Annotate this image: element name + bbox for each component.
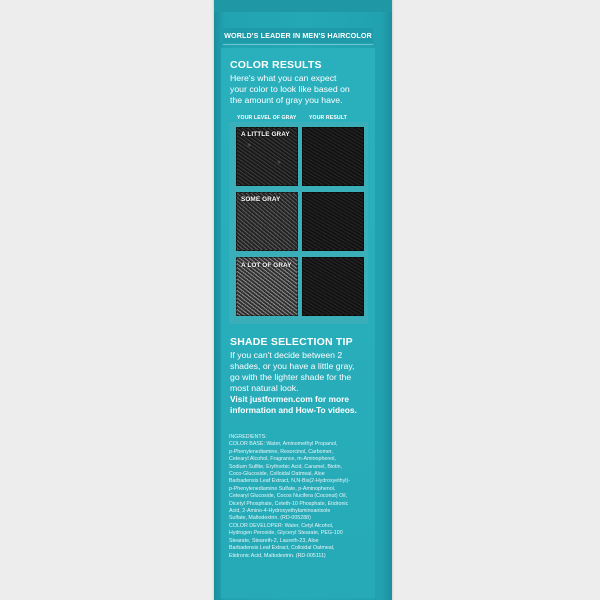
ingredient-line: Sodium Sulfite, Erythorbic Acid, Caramel, Biotin, [229, 463, 343, 470]
description-line: the amount of gray you have. [230, 95, 343, 105]
swatch-label: SOME GRAY [241, 196, 281, 203]
color-results-description [230, 73, 372, 106]
column-header-result: YOUR RESULT [309, 115, 347, 121]
ingredient-line: Coco-Glucoside, Colloidal Oatmeal, Aloe [229, 471, 325, 478]
ingredient-line: p-Phenylenediamine Sulfate, p-Aminophenol, [229, 485, 336, 492]
visit-line: information and How-To videos. [230, 405, 357, 415]
ingredient-line: COLOR DEVELOPER: Water, Cetyl Alcohol, [229, 522, 334, 529]
ingredient-line: INGREDIENTS: [229, 434, 267, 440]
description-line: Here's what you can expect [230, 73, 337, 83]
brand-banner: WORLD'S LEADER IN MEN'S HAIRCOLOR [223, 28, 373, 43]
ingredient-line: Dicetyl Phosphate, Ceteth-10 Phosphate, Etidronic [229, 500, 349, 507]
ingredient-line: Sulfate, Maltodextrin. (RD-005288) [229, 515, 311, 522]
color-results-title: COLOR RESULTS [230, 59, 322, 71]
ingredient-line: Cetearyl Alcohol, Fragrance, m-Aminophenol, [229, 456, 336, 463]
description-line: your color to look like based on [230, 84, 350, 94]
swatch-result-1 [302, 127, 364, 186]
box-top-flap [214, 0, 392, 12]
visit-website-text [230, 394, 374, 416]
ingredient-line: Stearate, Steareth-2, Laureth-23, Aloe [229, 537, 319, 544]
tip-line: most natural look. [230, 383, 299, 393]
ingredient-line: Etidronic Acid, Maltodextrin. (RD-005111) [229, 552, 326, 559]
banner-divider [223, 44, 373, 45]
swatch-result-3 [302, 257, 364, 316]
ingredient-line: Barbadensis Leaf Extract, Colloidal Oatmeal, [229, 545, 335, 552]
ingredient-line: Acid, 2-Amino-4-Hydroxyethylaminoanisole [229, 508, 331, 515]
tip-line: go with the lighter shade for the [230, 372, 352, 382]
ingredient-line: Hydrogen Peroxide, Glyceryl Stearate, PEG-100 [229, 530, 343, 537]
tip-line: If you can't decide between 2 [230, 350, 343, 360]
ingredient-line: p-Phenylenediamine, Resorcinol, Carbomer, [229, 448, 333, 455]
shade-tip-text [230, 350, 374, 394]
column-header-gray-level: YOUR LEVEL OF GRAY [237, 115, 297, 121]
shade-tip-title: SHADE SELECTION TIP [230, 336, 353, 348]
swatch-result-2 [302, 192, 364, 251]
ingredients-list [229, 434, 371, 560]
ingredient-line: Barbadensis Leaf Extract, N,N-Bis(2-Hydroxyethyl)- [229, 478, 350, 485]
visit-line: Visit justformen.com for more [230, 394, 349, 404]
swatch-label: A LITTLE GRAY [241, 131, 290, 138]
ingredient-line: Cetearyl Glucoside, Cocos Nucifera (Coconut) Oil, [229, 493, 348, 500]
ingredient-line: COLOR BASE: Water, Aminomethyl Propanol, [229, 441, 338, 448]
swatch-label: A LOT OF GRAY [241, 262, 292, 269]
tip-line: shades, or you have a little gray, [230, 361, 355, 371]
